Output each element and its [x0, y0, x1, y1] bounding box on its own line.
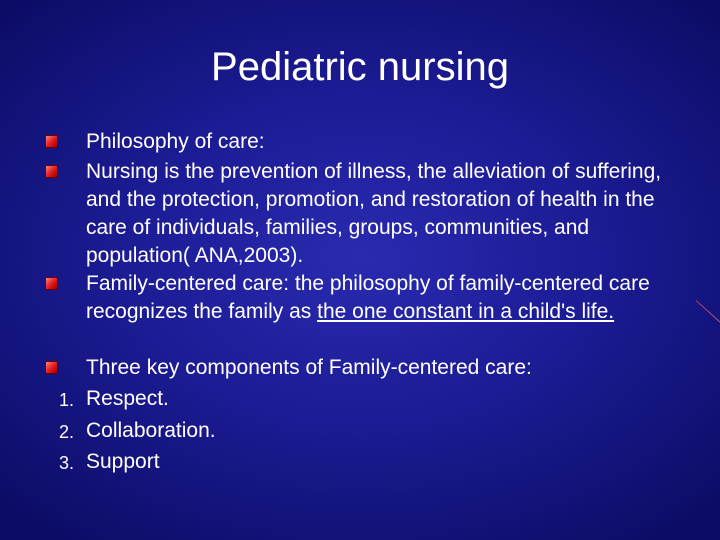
red-square-bullet-icon — [45, 165, 58, 178]
bullet-text: Three key components of Family-centered care: — [86, 356, 532, 379]
red-square-bullet-icon — [45, 277, 58, 290]
item-number: 1. — [58, 390, 74, 410]
slide-title: Pediatric nursing — [211, 45, 509, 89]
bullet-text: Nursing is the prevention of illness, the alleviation of suffering, and the protection, promotion, and restoration of health in the care of individuals, families, groups, communities, and population( ANA,2003). — [86, 160, 662, 267]
item-number: 3. — [58, 453, 74, 473]
numbered-item-collaboration — [58, 417, 686, 445]
red-square-bullet-icon — [45, 135, 58, 148]
item-text: Support — [86, 450, 160, 473]
bullet-family-centered-care — [86, 270, 686, 326]
underlined-phrase: the one constant in a child's life. — [317, 300, 615, 323]
bullet-text: Family-centered care: the philosophy of family-centered care recognizes the family as — [86, 272, 650, 323]
numbered-item-respect — [58, 385, 686, 413]
numbered-item-support — [58, 448, 686, 476]
item-number: 2. — [58, 422, 74, 442]
red-square-bullet-icon — [45, 361, 58, 374]
item-text: Collaboration. — [86, 419, 216, 442]
bullet-nursing-definition — [86, 158, 686, 270]
decorative-line — [696, 300, 720, 328]
bullet-three-components — [86, 354, 686, 382]
bullet-text: Philosophy of care: — [86, 130, 265, 153]
bullet-philosophy — [86, 128, 686, 156]
item-text: Respect. — [86, 387, 169, 410]
